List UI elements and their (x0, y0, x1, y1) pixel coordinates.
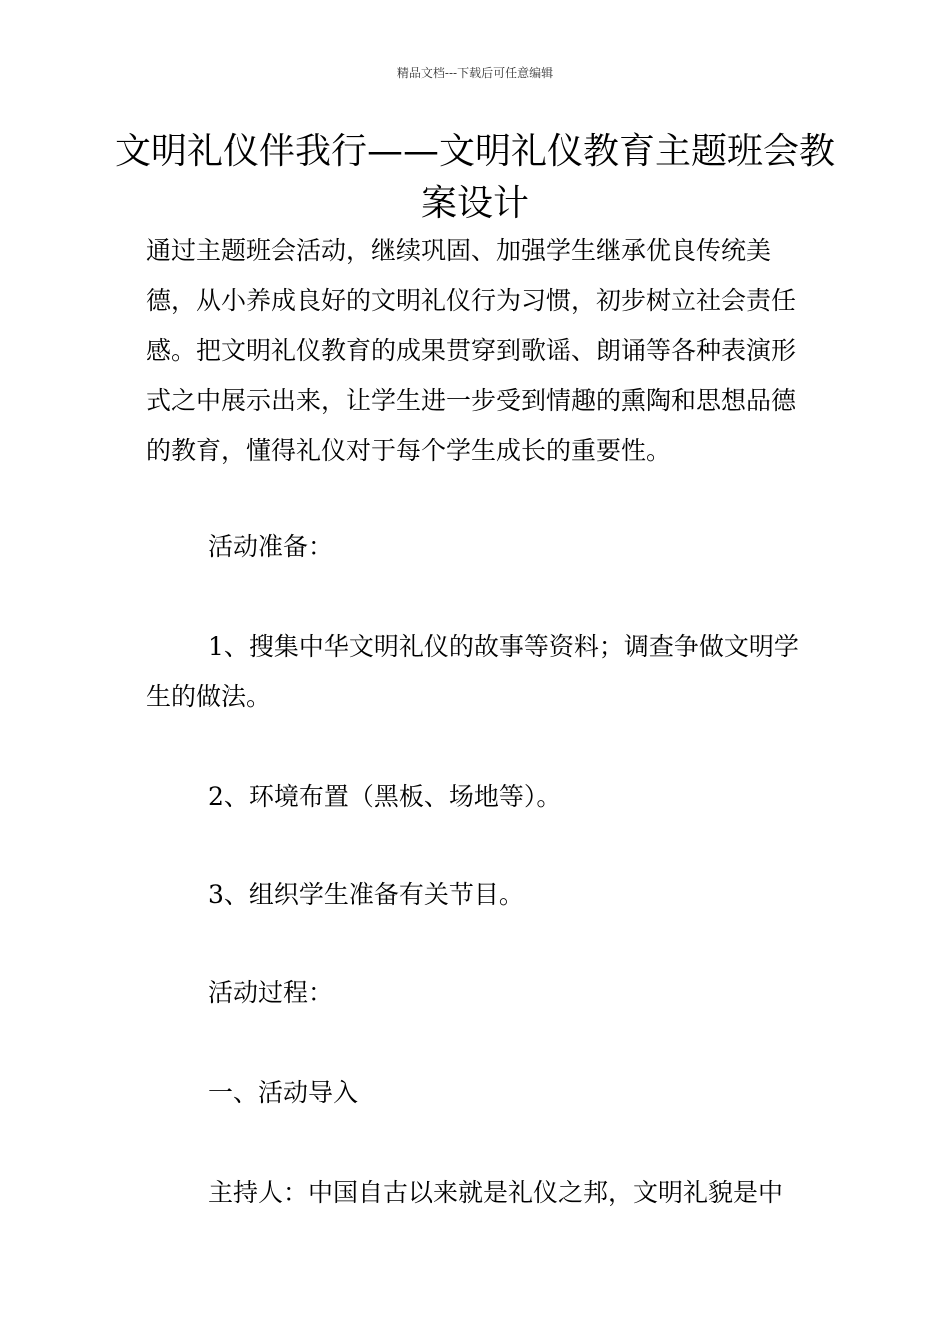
header-note: 精品文档---下载后可任意编辑 (396, 66, 554, 80)
process-heading: 活动过程： (208, 978, 334, 1007)
prep-item-2: 2、环境布置（黑板、场地等）。 (208, 782, 562, 811)
host-line: 主持人：中国自古以来就是礼仪之邦，文明礼貌是中 (208, 1178, 784, 1207)
prep-item-3: 3、组织学生准备有关节目。 (208, 880, 524, 909)
intro-paragraph: 通过主题班会活动，继续巩固、加强学生继承优良传统美德，从小养成良好的文明礼仪行为习惯，初步树立社会责任感。把文明礼仪教育的成果贯穿到歌谣、朗诵等各种表演形式之中展示出来，让学生进一步受到情趣的熏陶和思想品德的教育，懂得礼仪对于每个学生成长的重要性。 (146, 236, 797, 465)
prep-heading: 活动准备： (208, 532, 334, 561)
prep-item-1: 1、搜集中华文明礼仪的故事等资料；调查争做文明学生的做法。 (146, 632, 799, 711)
section-1-heading: 一、活动导入 (208, 1078, 359, 1107)
document-title: 文明礼仪伴我行——文明礼仪教育主题班会教案设计 (114, 131, 835, 224)
